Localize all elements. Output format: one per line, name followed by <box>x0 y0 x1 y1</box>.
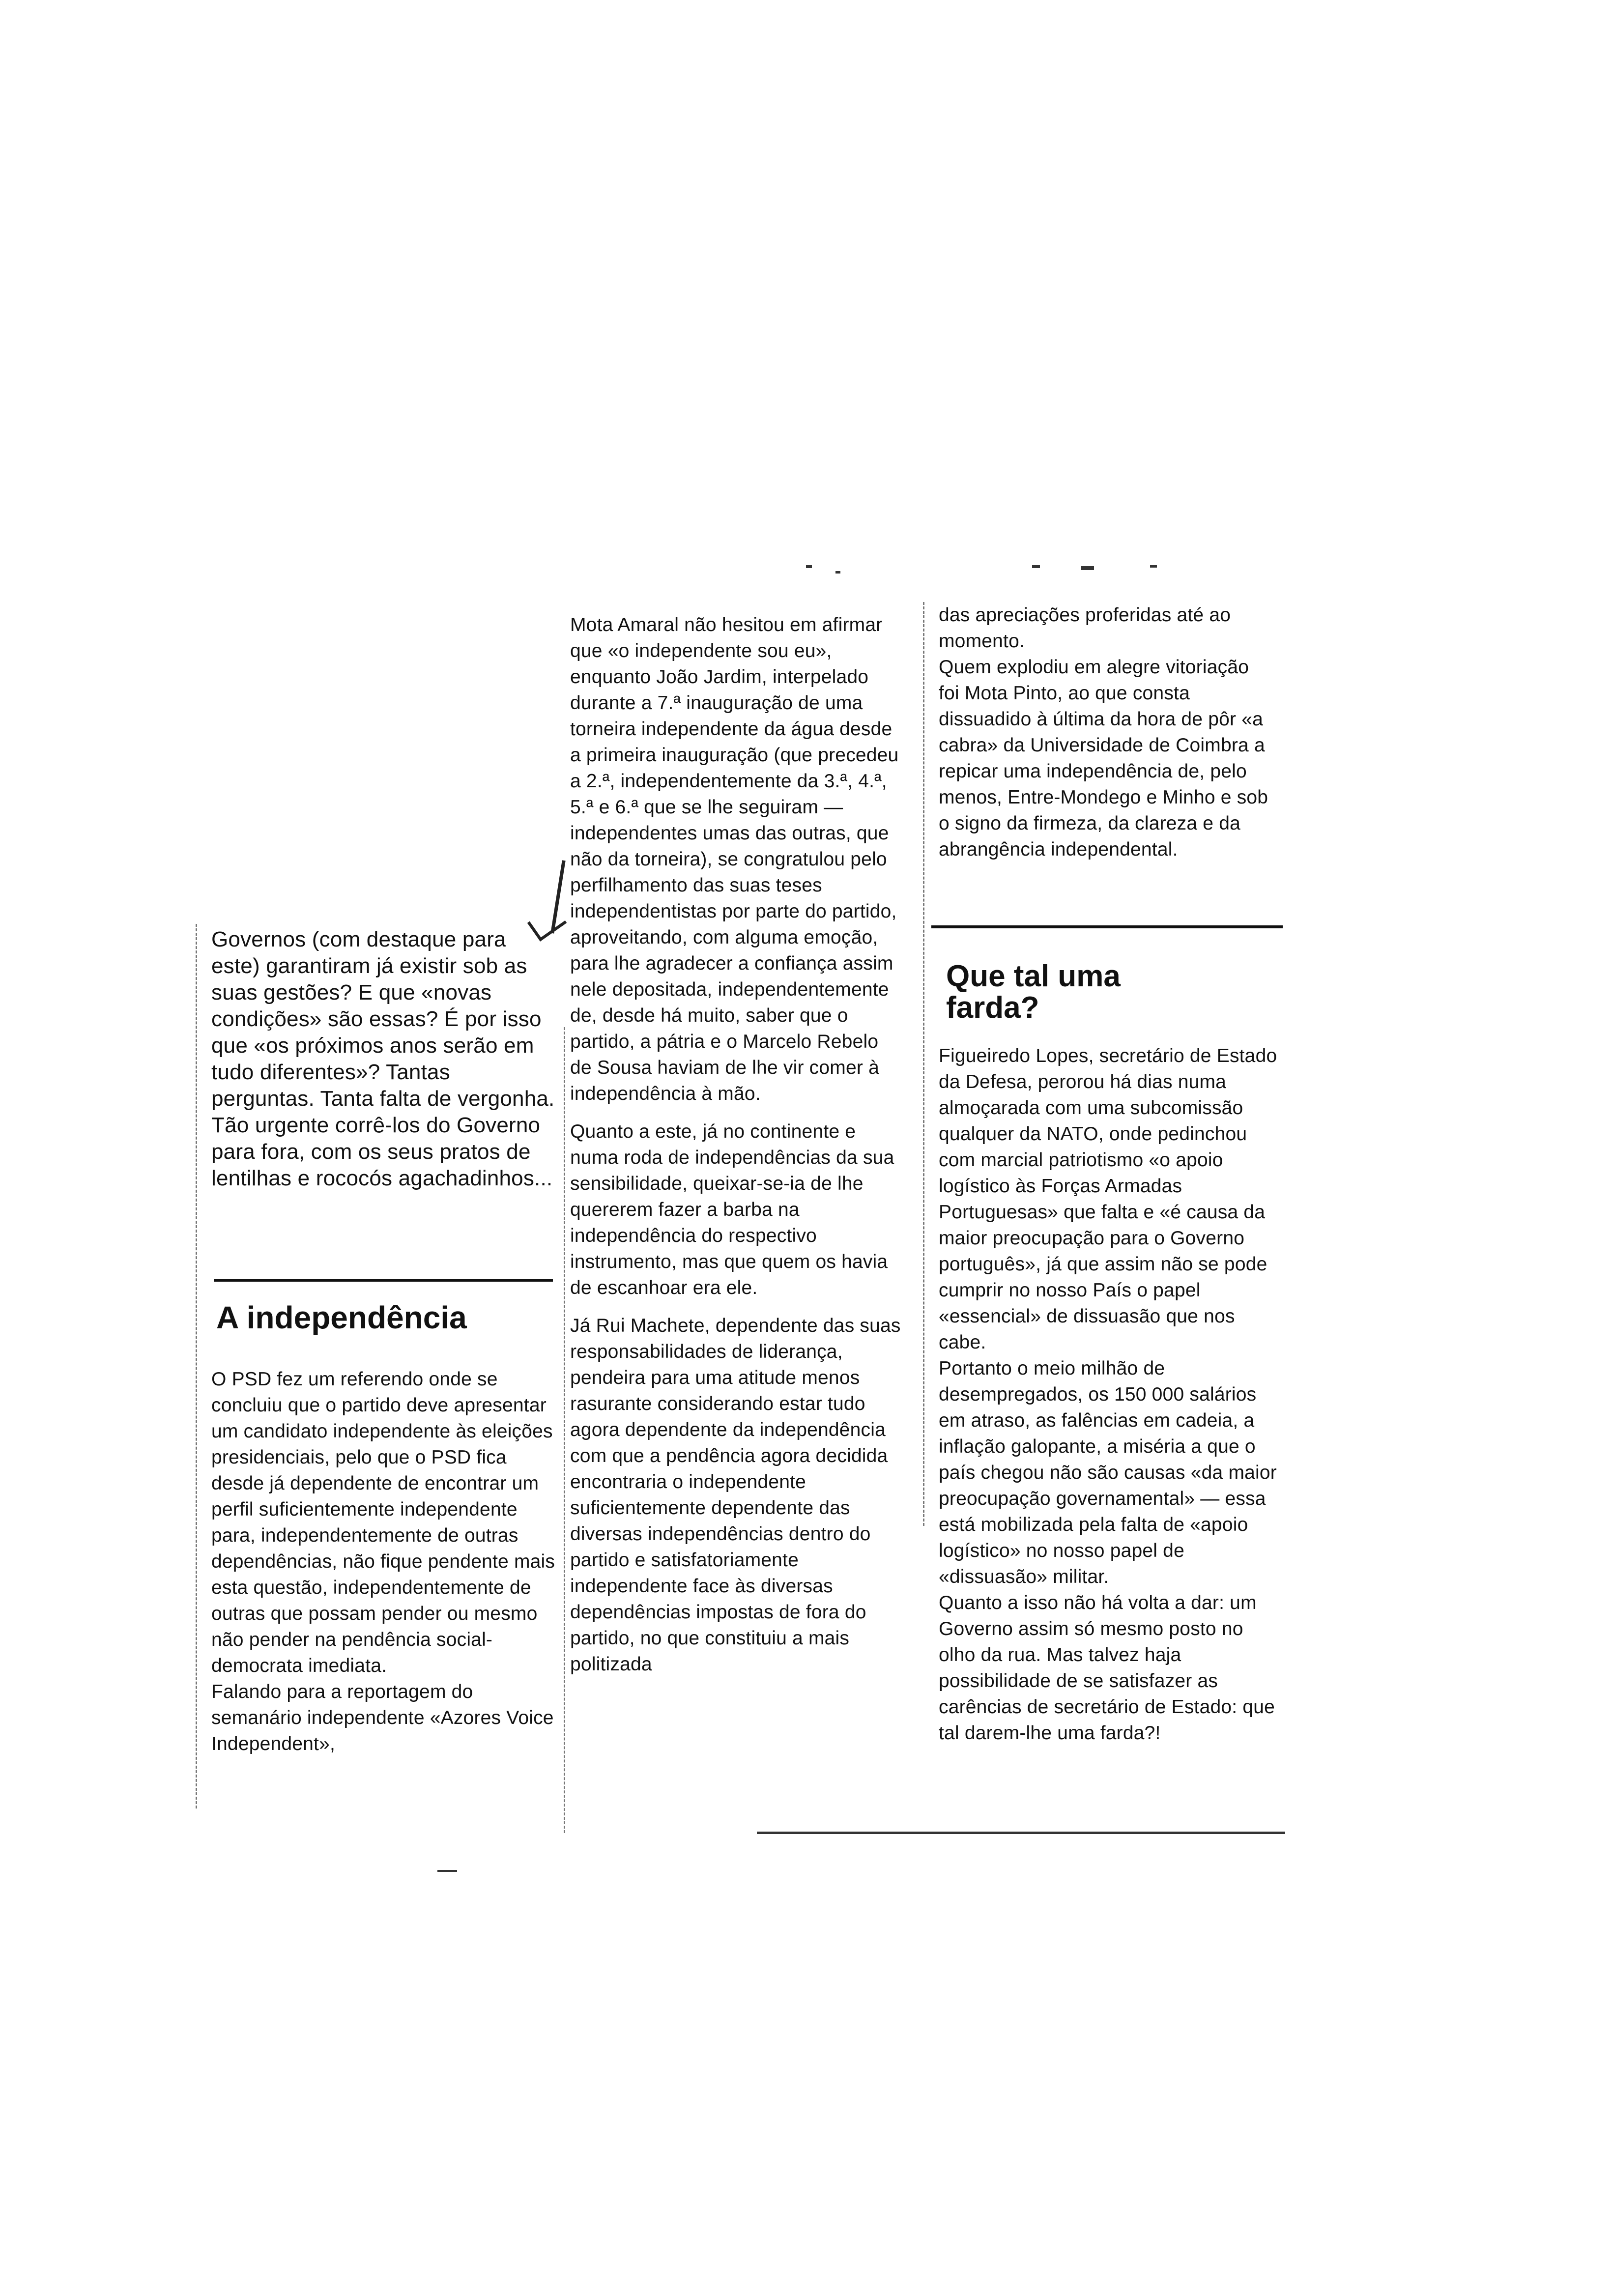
column-1-top <box>211 926 555 1204</box>
column-3-top <box>939 602 1273 874</box>
scan-speck <box>1032 565 1040 568</box>
section-rule <box>931 925 1283 928</box>
scan-speck <box>806 565 812 568</box>
scan-speck <box>835 571 840 574</box>
scan-speck <box>1081 566 1094 570</box>
heading-farda: Que tal uma farda? <box>946 959 1121 1025</box>
column-1-bottom <box>211 1366 555 1769</box>
paragraph-rui-machete: Já Rui Machete, dependente das suas responsabilidades de liderança, pendeira para uma atitude menos rasurante considerando estar tudo agora dependente da independência com que a pendência agora decidida encontraria o independente suficientemente dependente das diversas independências dentro do partido e satisfatoriamente independente face às diversas dependências impostas de fora do partido, no que constituiu a mais politizada <box>570 1315 901 1675</box>
bottom-edge-rule <box>757 1832 1285 1834</box>
paragraph-psd-referendo: O PSD fez um referendo onde se concluiu que o partido deve apresentar um candidato independente às eleições presidenciais, pelo que o PSD fica desde já dependente de encontrar um perfil suficientemente independente para, independentemente de outras dependências, não fique pendente mais esta questão, independentemente de outras que possam pender ou mesmo não pender na pendência social-democrata imediata. Falando para a reportagem do semanário independente «Azores Voice Independent», <box>211 1369 555 1754</box>
column-3-bottom <box>939 1043 1283 1758</box>
paragraph-mota-amaral: Mota Amaral não hesitou em afirmar que «o independente sou eu», enquanto João Jardim, interpelado durante a 7.ª inauguração de uma torneira independente da água desde a primeira inauguração (que precedeu a 2.ª, independentemente da 3.ª, 4.ª, 5.ª e 6.ª que se lhe seguiram — independentes umas das outras, que não da torneira), se congratulou pelo perfilhamento das suas teses independentistas por parte do partido, aproveitando, com alguma emoção, para lhe agradecer a confiança assim nele depositada, independentemente de, desde há muito, saber que o partido, a pátria e o Marcelo Rebelo de Sousa haviam de lhe vir comer à independência à mão. <box>570 614 899 1104</box>
section-rule <box>214 1279 553 1282</box>
paragraph-quanto-a-este: Quanto a este, já no continente e numa roda de independências da sua sensibilidade, queixar-se-ia de lhe quererem fazer a barba na independência do respectivo instrumento, mas que quem os havia de escanhoar era ele. <box>570 1121 894 1298</box>
scan-speck <box>437 1870 457 1872</box>
column-2 <box>570 612 904 1689</box>
column-divider <box>196 924 197 1808</box>
column-divider <box>564 1027 565 1833</box>
paragraph-governos: Governos (com destaque para este) garantiram já existir sob as suas gestões? E que «novas condições» são essas? É por isso que «os próximos anos serão em tudo diferentes»? Tantas perguntas. Tanta falta de vergonha. Tão urgente corrê-los do Governo para fora, com os seus pratos de lentilhas e rococós agachadinhos... <box>211 927 555 1190</box>
paragraph-apreciacoes: das apreciações proferidas até ao momento. Quem explodiu em alegre vitoriação foi Mota Pinto, ao que consta dissuadido à última da hora de pôr «a cabra» da Universidade de Coimbra a repicar uma independência de, pelo menos, Entre-Mondego e Minho e sob o signo da firmeza, da clareza e da abrangência independental. <box>939 604 1268 860</box>
heading-independencia: A independência <box>216 1300 467 1335</box>
column-divider <box>923 602 924 1526</box>
scan-speck <box>1150 565 1157 568</box>
paragraph-figueiredo-lopes: Figueiredo Lopes, secretário de Estado da Defesa, perorou há dias numa almoçarada com uma subcomissão qualquer da NATO, onde pedinchou com marcial patriotismo «o apoio logístico às Forças Armadas Portuguesas» que falta e «é causa da maior preocupação para o Governo português», já que assim não se pode cumprir no nosso País o papel «essencial» de dissuasão que nos cabe. Portanto o meio milhão de desempregados, os 150 000 salários em atraso, as falências em cadeia, a inflação galopante, a miséria a que o país chegou não são causas «da maior preocupação governamental» — essa está mobilizada pela falta de «apoio logístico» no nosso papel de «dissuasão» militar. Quanto a isso não há volta a dar: um Governo assim só mesmo posto no olho da rua. Mas talvez haja possibilidade de se satisfazer as carências de secretário de Estado: que tal darem-lhe uma farda?! <box>939 1045 1277 1744</box>
